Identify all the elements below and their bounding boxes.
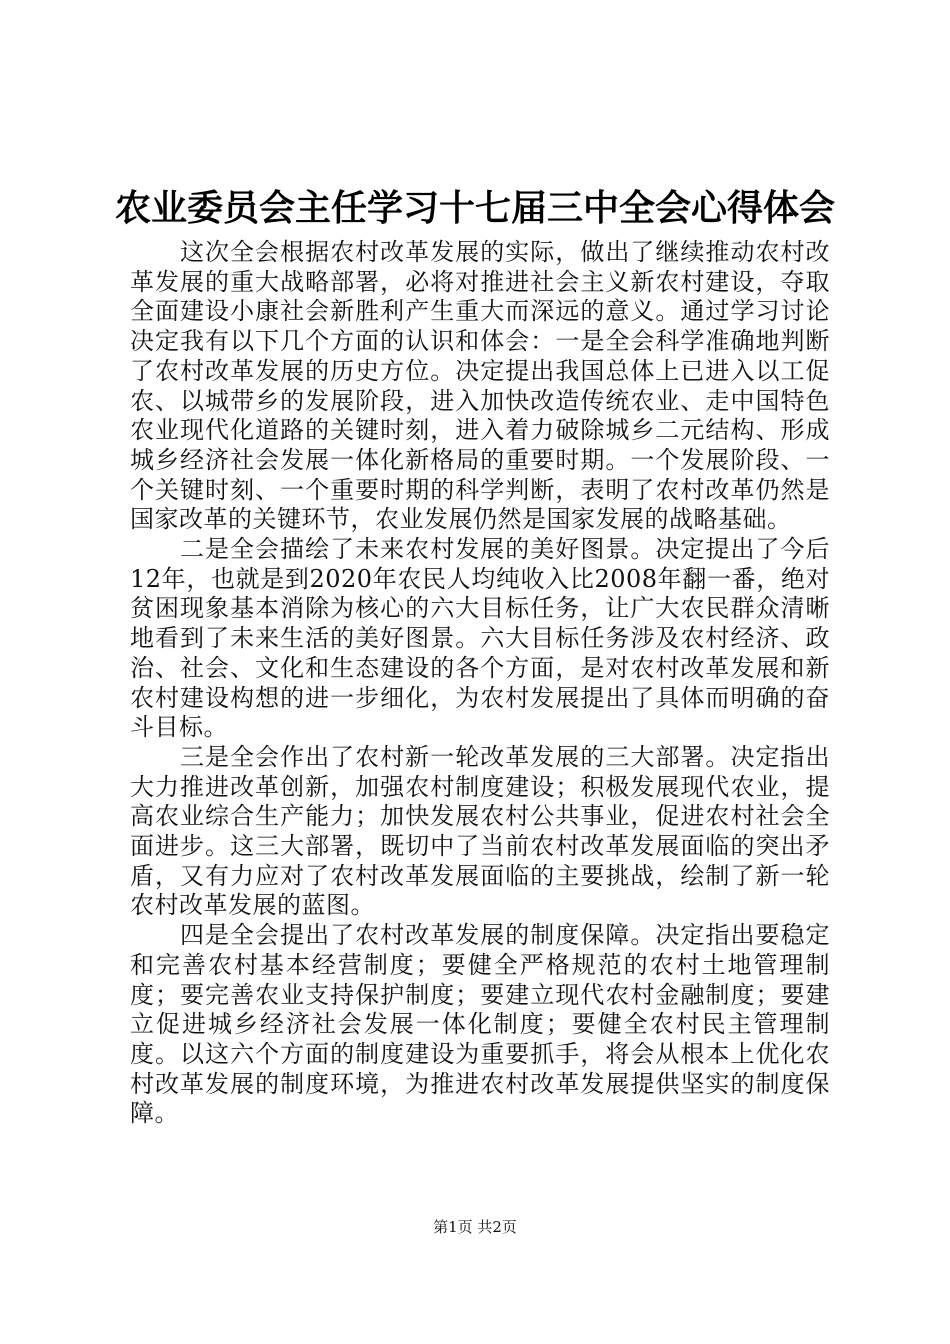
document-body [130,238,830,1129]
paragraph-2: 二是全会描绘了未来农村发展的美好图景。决定提出了今后12年，也就是到2020年农民人均纯收入比2008年翻一番，绝对贫困现象基本消除为核心的六大目标任务，让广大农民群众清晰地看到了未来生活的美好图景。六大目标任务涉及农村经济、政治、社会、文化和生态建设的各个方面，是对农村改革发展和新农村建设构想的进一步细化，为农村发展提出了具体而明确的奋斗目标。 [130,535,830,742]
paragraph-1: 这次全会根据农村改革发展的实际，做出了继续推动农村改革发展的重大战略部署，必将对推进社会主义新农村建设，夺取全面建设小康社会新胜利产生重大而深远的意义。通过学习讨论决定我有以下几个方面的认识和体会：一是全会科学准确地判断了农村改革发展的历史方位。决定提出我国总体上已进入以工促农、以城带乡的发展阶段，进入加快改造传统农业、走中国特色农业现代化道路的关键时刻，进入着力破除城乡二元结构、形成城乡经济社会发展一体化新格局的重要时期。一个发展阶段、一个关键时刻、一个重要时期的科学判断，表明了农村改革仍然是国家改革的关键环节，农业发展仍然是国家发展的战略基础。 [130,238,830,534]
page-number-footer: 第1页 共2页 [433,1218,517,1236]
paragraph-3: 三是全会作出了农村新一轮改革发展的三大部署。决定指出大力推进改革创新，加强农村制度建设；积极发展现代农业，提高农业综合生产能力；加快发展农村公共事业，促进农村社会全面进步。这三大部署，既切中了当前农村改革发展面临的突出矛盾，又有力应对了农村改革发展面临的主要挑战，绘制了新一轮农村改革发展的蓝图。 [130,742,830,920]
paragraph-4: 四是全会提出了农村改革发展的制度保障。决定指出要稳定和完善农村基本经营制度；要健全严格规范的农村土地管理制度；要完善农业支持保护制度；要建立现代农村金融制度；要建立促进城乡经济社会发展一体化制度；要健全农村民主管理制度。以这六个方面的制度建设为重要抓手，将会从根本上优化农村改革发展的制度环境，为推进农村改革发展提供坚实的制度保障。 [130,921,830,1128]
document-title: 农业委员会主任学习十七届三中全会心得体会 [114,188,835,229]
